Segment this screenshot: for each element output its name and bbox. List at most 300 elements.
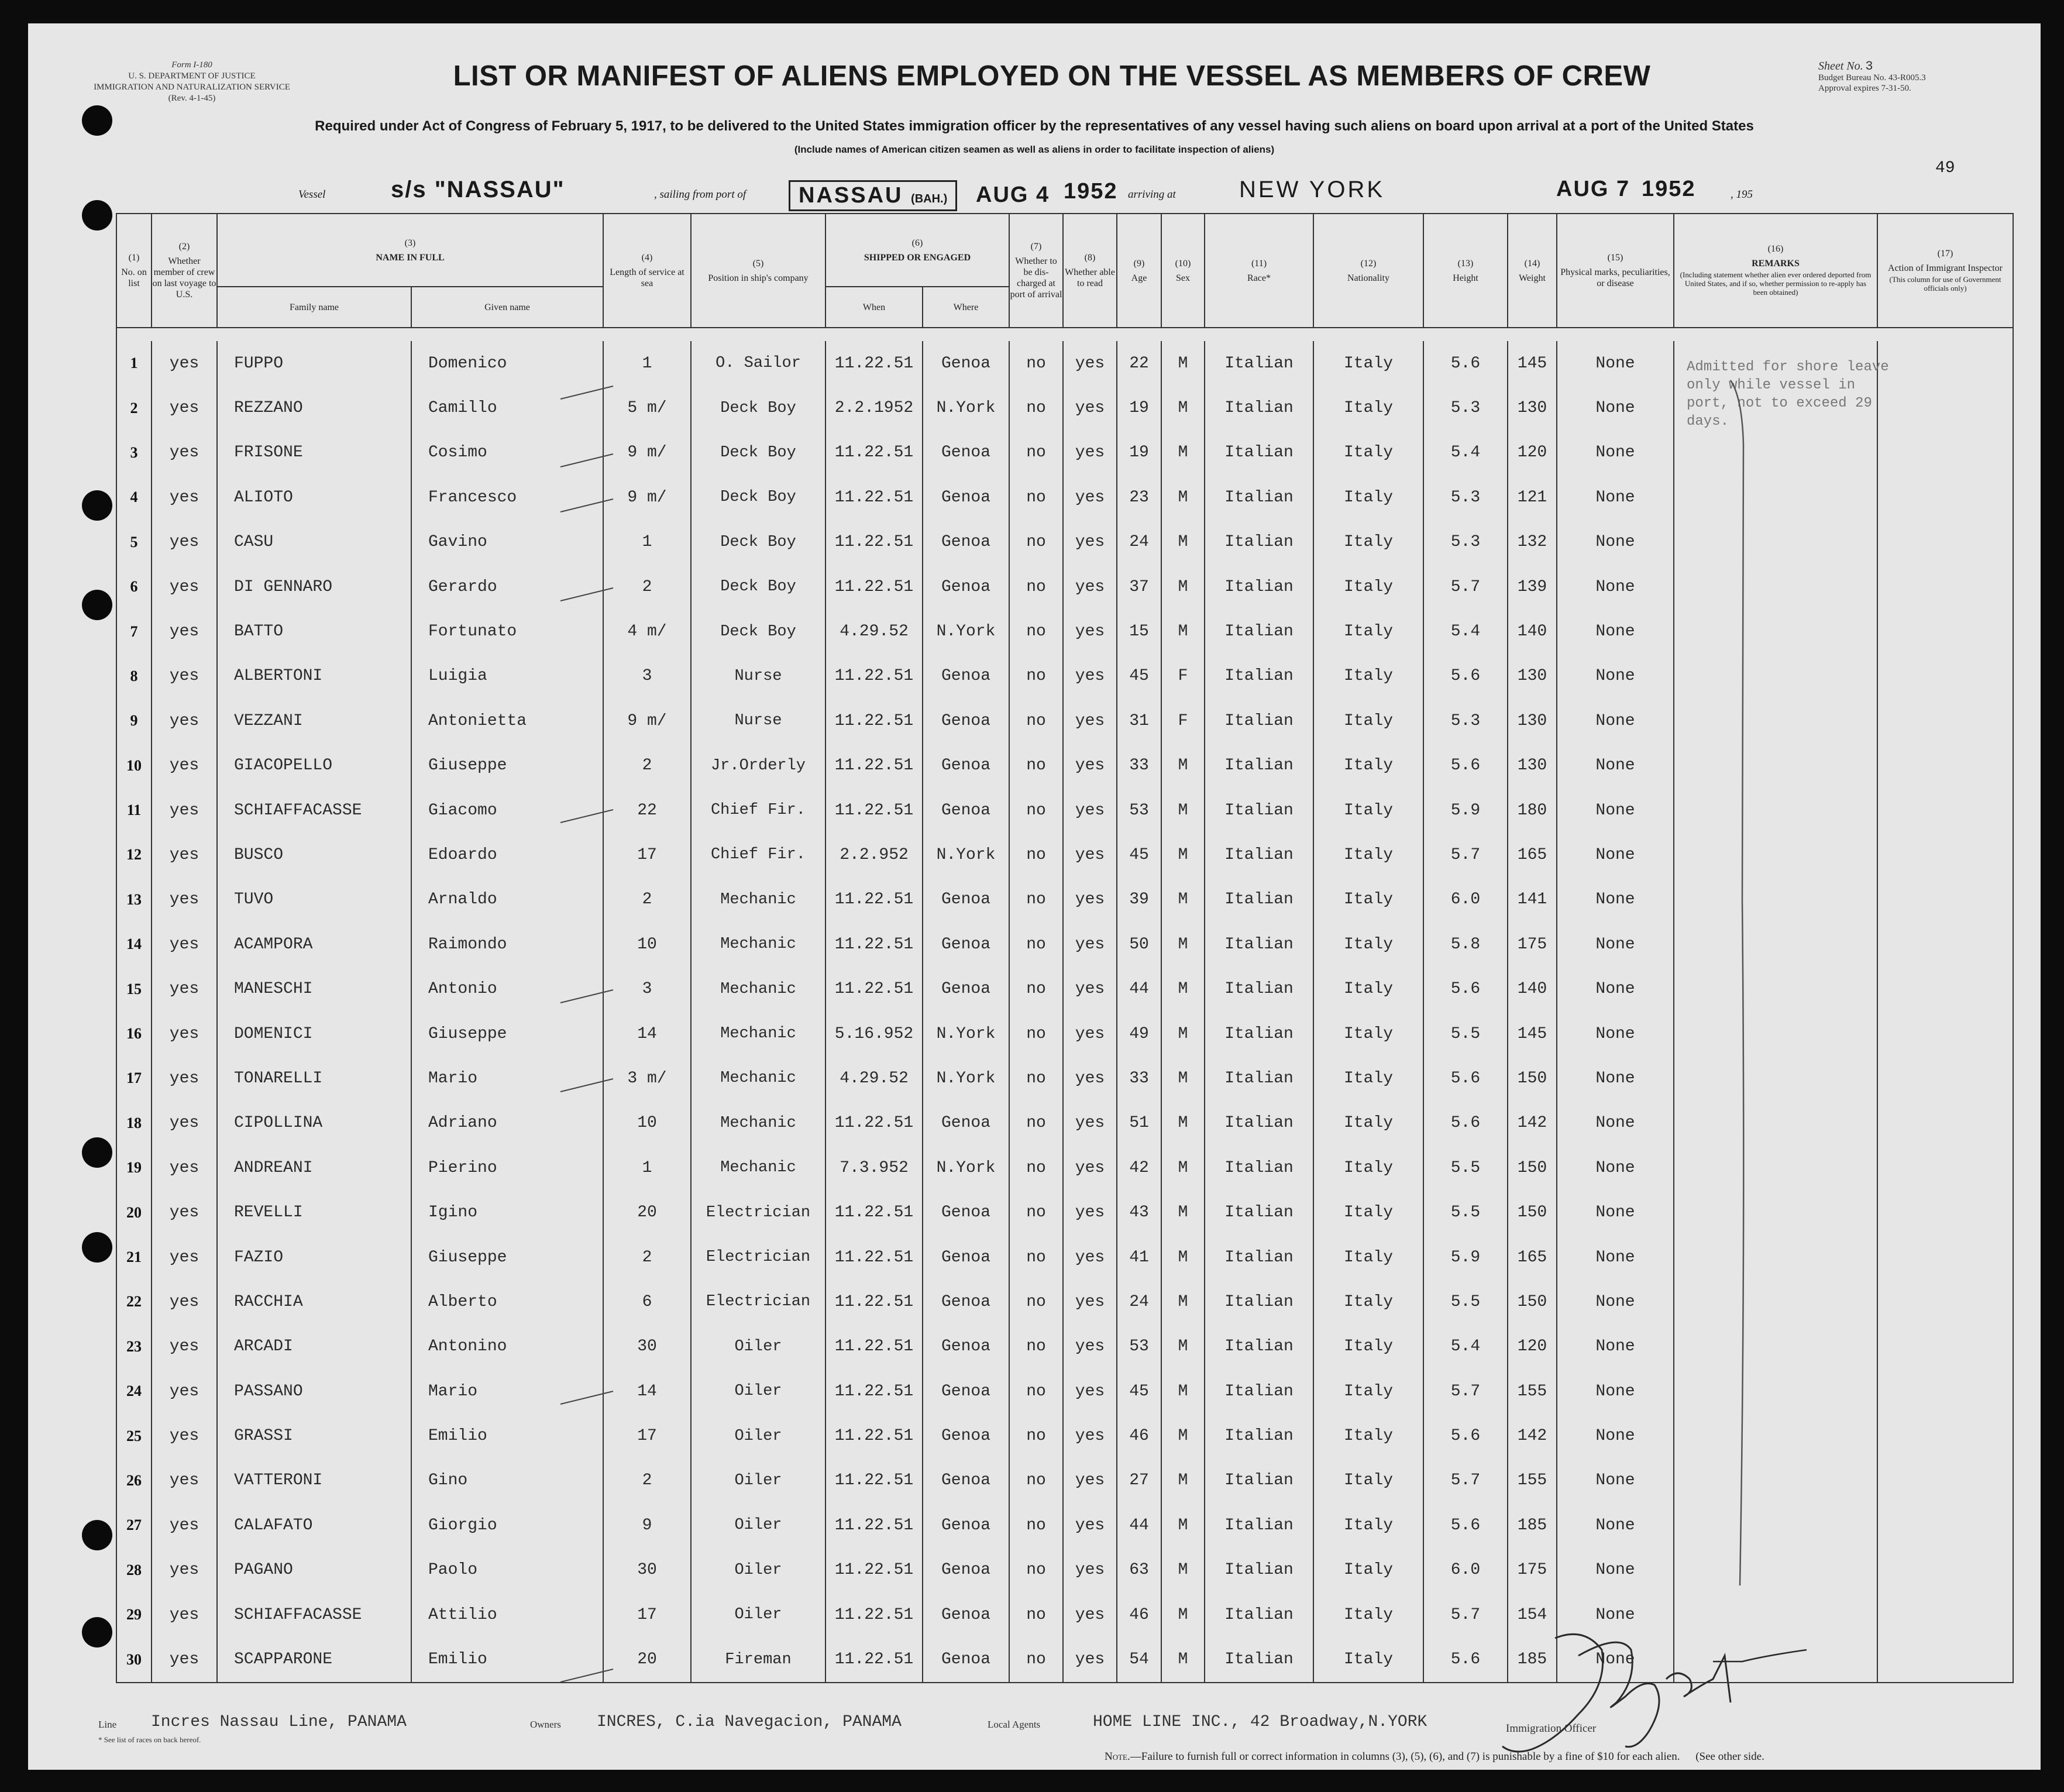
age: 31 — [1117, 699, 1161, 743]
height: 5.7 — [1423, 833, 1508, 877]
height: 5.7 — [1423, 1459, 1508, 1503]
col-header-service: (4) Length of service at sea — [603, 214, 691, 328]
given-name: Emilio — [411, 1637, 603, 1682]
family-name: PASSANO — [217, 1369, 411, 1413]
shipped-when: 11.22.51 — [825, 1459, 923, 1503]
physical-marks: None — [1557, 1369, 1674, 1413]
age: 41 — [1117, 1235, 1161, 1279]
height: 5.5 — [1423, 1012, 1508, 1056]
departure-date: AUG 4 — [976, 183, 1050, 207]
weight: 121 — [1508, 475, 1557, 520]
position: Mechanic — [691, 1101, 825, 1146]
shipped-when: 11.22.51 — [825, 966, 923, 1011]
shipped-where: Genoa — [923, 1279, 1009, 1324]
length-of-service: 17 — [603, 1592, 691, 1637]
race: Italian — [1205, 922, 1313, 966]
sex: M — [1161, 1235, 1205, 1279]
row-number: 29 — [116, 1592, 152, 1637]
age: 45 — [1117, 1369, 1161, 1413]
given-name: Gavino — [411, 520, 603, 565]
age: 22 — [1117, 341, 1161, 386]
shipped-where: Genoa — [923, 1592, 1009, 1637]
physical-marks: None — [1557, 609, 1674, 653]
given-name: Domenico — [411, 341, 603, 386]
able-to-read: yes — [1063, 1146, 1117, 1190]
line-value: Incres Nassau Line, PANAMA — [151, 1713, 407, 1731]
physical-marks: None — [1557, 654, 1674, 699]
race: Italian — [1205, 1056, 1313, 1100]
shipped-when: 11.22.51 — [825, 1548, 923, 1592]
inspector-action-cell — [1877, 475, 2013, 520]
height: 5.5 — [1423, 1146, 1508, 1190]
discharge: no — [1009, 1592, 1063, 1637]
sex: M — [1161, 565, 1205, 609]
discharge: no — [1009, 520, 1063, 565]
position: Electrician — [691, 1235, 825, 1279]
sex: M — [1161, 475, 1205, 520]
height: 5.9 — [1423, 788, 1508, 833]
height: 5.5 — [1423, 1190, 1508, 1234]
able-to-read: yes — [1063, 1459, 1117, 1503]
family-name: ACAMPORA — [217, 922, 411, 966]
position: Mechanic — [691, 878, 825, 922]
row-number: 20 — [116, 1190, 152, 1234]
given-name: Edoardo — [411, 833, 603, 877]
length-of-service: 3 — [603, 966, 691, 1011]
length-of-service: 3 m/ — [603, 1056, 691, 1100]
shipped-when: 11.22.51 — [825, 654, 923, 699]
race: Italian — [1205, 744, 1313, 788]
position: Mechanic — [691, 922, 825, 966]
shipped-when: 11.22.51 — [825, 341, 923, 386]
race: Italian — [1205, 1325, 1313, 1369]
shipped-where: N.York — [923, 609, 1009, 653]
row-number: 25 — [116, 1413, 152, 1458]
row-number: 27 — [116, 1503, 152, 1547]
sailing-label: , sailing from port of — [654, 188, 747, 201]
age: 46 — [1117, 1592, 1161, 1637]
shipped-where: N.York — [923, 1146, 1009, 1190]
handwritten-ticks — [555, 369, 648, 1714]
discharge: no — [1009, 1012, 1063, 1056]
weight: 155 — [1508, 1369, 1557, 1413]
given-name: Giuseppe — [411, 744, 603, 788]
shipped-when: 11.22.51 — [825, 878, 923, 922]
age: 44 — [1117, 966, 1161, 1011]
shipped-when: 11.22.51 — [825, 788, 923, 833]
previous-voyage: yes — [152, 1637, 217, 1682]
act-statement: Required under Act of Congress of February 5, 1917, to be delivered to the United States immigration officer by the representatives of any vessel having such aliens on board upon arrival at a port of the United States — [315, 118, 1754, 134]
weight: 155 — [1508, 1459, 1557, 1503]
family-name: TONARELLI — [217, 1056, 411, 1100]
age: 49 — [1117, 1012, 1161, 1056]
officer-label: Immigration Officer — [1506, 1722, 1597, 1735]
shipped-where: Genoa — [923, 1235, 1009, 1279]
physical-marks: None — [1557, 833, 1674, 877]
age: 15 — [1117, 609, 1161, 653]
physical-marks: None — [1557, 922, 1674, 966]
inspector-action-cell — [1877, 1235, 2013, 1279]
race: Italian — [1205, 1190, 1313, 1234]
race: Italian — [1205, 878, 1313, 922]
length-of-service: 20 — [603, 1190, 691, 1234]
discharge: no — [1009, 699, 1063, 743]
length-of-service: 14 — [603, 1012, 691, 1056]
sex: M — [1161, 922, 1205, 966]
shipped-when: 7.3.952 — [825, 1146, 923, 1190]
shipped-when: 11.22.51 — [825, 431, 923, 475]
row-number: 17 — [116, 1056, 152, 1100]
height: 5.6 — [1423, 1637, 1508, 1682]
physical-marks: None — [1557, 1503, 1674, 1547]
col-header-family-name: Family name — [217, 287, 411, 328]
shipped-when: 11.22.51 — [825, 1325, 923, 1369]
given-name: Pierino — [411, 1146, 603, 1190]
given-name: Paolo — [411, 1548, 603, 1592]
nationality: Italy — [1313, 1637, 1423, 1682]
sex: M — [1161, 1548, 1205, 1592]
row-number: 23 — [116, 1325, 152, 1369]
row-number: 3 — [116, 431, 152, 475]
shipped-where: Genoa — [923, 744, 1009, 788]
given-name: Mario — [411, 1056, 603, 1100]
family-name: REZZANO — [217, 386, 411, 430]
able-to-read: yes — [1063, 1056, 1117, 1100]
age: 63 — [1117, 1548, 1161, 1592]
shipped-where: Genoa — [923, 1459, 1009, 1503]
able-to-read: yes — [1063, 922, 1117, 966]
punch-hole — [82, 200, 112, 231]
sex: M — [1161, 744, 1205, 788]
able-to-read: yes — [1063, 1325, 1117, 1369]
family-name: REVELLI — [217, 1190, 411, 1234]
physical-marks: None — [1557, 341, 1674, 386]
shipped-where: Genoa — [923, 565, 1009, 609]
col-header-inspector-action: (17) Action of Immigrant Inspector (This column for use of Government officials only) — [1877, 214, 2013, 328]
height: 5.6 — [1423, 341, 1508, 386]
col-header-sex: (10) Sex — [1161, 214, 1205, 328]
previous-voyage: yes — [152, 1369, 217, 1413]
height: 5.4 — [1423, 1325, 1508, 1369]
shipped-when: 11.22.51 — [825, 475, 923, 520]
shipped-where: Genoa — [923, 1101, 1009, 1146]
able-to-read: yes — [1063, 386, 1117, 430]
nationality: Italy — [1313, 1012, 1423, 1056]
shipped-when: 5.16.952 — [825, 1012, 923, 1056]
able-to-read: yes — [1063, 833, 1117, 877]
col-header-weight: (14) Weight — [1508, 214, 1557, 328]
inspector-action-cell — [1877, 922, 2013, 966]
able-to-read: yes — [1063, 1369, 1117, 1413]
discharge: no — [1009, 1190, 1063, 1234]
physical-marks: None — [1557, 1146, 1674, 1190]
sex: M — [1161, 1101, 1205, 1146]
sex: M — [1161, 878, 1205, 922]
vessel-label: Vessel — [298, 188, 326, 201]
age: 19 — [1117, 431, 1161, 475]
sex: M — [1161, 520, 1205, 565]
weight: 150 — [1508, 1056, 1557, 1100]
discharge: no — [1009, 386, 1063, 430]
sex: M — [1161, 1592, 1205, 1637]
previous-voyage: yes — [152, 341, 217, 386]
race: Italian — [1205, 1012, 1313, 1056]
length-of-service: 10 — [603, 922, 691, 966]
races-note: * See list of races on back hereof. — [98, 1735, 201, 1744]
age: 24 — [1117, 1279, 1161, 1324]
length-of-service: 3 — [603, 654, 691, 699]
spacer-row — [116, 328, 2013, 341]
nationality: Italy — [1313, 1548, 1423, 1592]
race: Italian — [1205, 1548, 1313, 1592]
discharge: no — [1009, 966, 1063, 1011]
position: Electrician — [691, 1279, 825, 1324]
discharge: no — [1009, 609, 1063, 653]
physical-marks: None — [1557, 475, 1674, 520]
nationality: Italy — [1313, 833, 1423, 877]
height: 5.6 — [1423, 744, 1508, 788]
length-of-service: 30 — [603, 1325, 691, 1369]
given-name: Igino — [411, 1190, 603, 1234]
weight: 145 — [1508, 1012, 1557, 1056]
given-name: Gerardo — [411, 565, 603, 609]
departure-port: NASSAU — [799, 183, 903, 208]
length-of-service: 1 — [603, 520, 691, 565]
shipped-where: N.York — [923, 1012, 1009, 1056]
position: Deck Boy — [691, 565, 825, 609]
given-name: Giorgio — [411, 1503, 603, 1547]
col-header-discharge: (7) Whether to be dis-charged at port of arrival — [1009, 214, 1063, 328]
manifest-sheet — [28, 23, 2041, 1770]
nationality: Italy — [1313, 431, 1423, 475]
weight: 145 — [1508, 341, 1557, 386]
previous-voyage: yes — [152, 1056, 217, 1100]
race: Italian — [1205, 788, 1313, 833]
family-name: DOMENICI — [217, 1012, 411, 1056]
race: Italian — [1205, 1235, 1313, 1279]
shipped-when: 2.2.952 — [825, 833, 923, 877]
family-name: ALBERTONI — [217, 654, 411, 699]
position: Electrician — [691, 1190, 825, 1234]
departure-year: 1952 — [1064, 179, 1118, 204]
physical-marks: None — [1557, 1548, 1674, 1592]
physical-marks: None — [1557, 1325, 1674, 1369]
family-name: ANDREANI — [217, 1146, 411, 1190]
previous-voyage: yes — [152, 1503, 217, 1547]
family-name: MANESCHI — [217, 966, 411, 1011]
height: 5.7 — [1423, 1592, 1508, 1637]
able-to-read: yes — [1063, 565, 1117, 609]
able-to-read: yes — [1063, 788, 1117, 833]
discharge: no — [1009, 922, 1063, 966]
family-name: RACCHIA — [217, 1279, 411, 1324]
departure-port-stamp — [789, 180, 957, 211]
note-text: —Failure to furnish full or correct information in columns (3), (5), (6), and (7) is punishable by a fine of $10 for each alien. — [1130, 1750, 1680, 1763]
given-name: Luigia — [411, 654, 603, 699]
weight: 120 — [1508, 1325, 1557, 1369]
length-of-service: 4 m/ — [603, 609, 691, 653]
inspector-action-cell — [1877, 1146, 2013, 1190]
race: Italian — [1205, 1503, 1313, 1547]
col-header-height: (13) Height — [1423, 214, 1508, 328]
row-number: 2 — [116, 386, 152, 430]
able-to-read: yes — [1063, 1548, 1117, 1592]
previous-voyage: yes — [152, 431, 217, 475]
given-name: Adriano — [411, 1101, 603, 1146]
weight: 150 — [1508, 1279, 1557, 1324]
family-name: GIACOPELLO — [217, 744, 411, 788]
position: Chief Fir. — [691, 833, 825, 877]
inspector-action-cell — [1877, 699, 2013, 743]
age: 50 — [1117, 922, 1161, 966]
physical-marks: None — [1557, 744, 1674, 788]
nationality: Italy — [1313, 565, 1423, 609]
previous-voyage: yes — [152, 475, 217, 520]
row-number: 14 — [116, 922, 152, 966]
col-header-given-name: Given name — [411, 287, 603, 328]
shipped-when: 11.22.51 — [825, 744, 923, 788]
weight: 141 — [1508, 878, 1557, 922]
agents-label: Local Agents — [988, 1719, 1041, 1730]
nationality: Italy — [1313, 922, 1423, 966]
row-number: 30 — [116, 1637, 152, 1682]
position: Mechanic — [691, 1056, 825, 1100]
family-name: CIPOLLINA — [217, 1101, 411, 1146]
nationality: Italy — [1313, 966, 1423, 1011]
weight: 130 — [1508, 699, 1557, 743]
weight: 185 — [1508, 1637, 1557, 1682]
shipped-where: Genoa — [923, 1548, 1009, 1592]
weight: 154 — [1508, 1592, 1557, 1637]
weight: 150 — [1508, 1190, 1557, 1234]
nationality: Italy — [1313, 1235, 1423, 1279]
able-to-read: yes — [1063, 1279, 1117, 1324]
physical-marks: None — [1557, 878, 1674, 922]
given-name: Giacomo — [411, 788, 603, 833]
length-of-service: 2 — [603, 565, 691, 609]
shipped-when: 4.29.52 — [825, 609, 923, 653]
year-prefix: , 195 — [1731, 188, 1753, 201]
nationality: Italy — [1313, 1459, 1423, 1503]
discharge: no — [1009, 1056, 1063, 1100]
able-to-read: yes — [1063, 878, 1117, 922]
sex: F — [1161, 699, 1205, 743]
height: 5.5 — [1423, 1279, 1508, 1324]
length-of-service: 2 — [603, 878, 691, 922]
nationality: Italy — [1313, 475, 1423, 520]
previous-voyage: yes — [152, 1592, 217, 1637]
col-header-physical-marks: (15) Physical marks, peculiarities, or disease — [1557, 214, 1674, 328]
race: Italian — [1205, 520, 1313, 565]
inspector-action-cell — [1877, 1279, 2013, 1324]
height: 6.0 — [1423, 878, 1508, 922]
weight: 175 — [1508, 1548, 1557, 1592]
inspector-action-cell — [1877, 1190, 2013, 1234]
race: Italian — [1205, 966, 1313, 1011]
inspector-action-cell — [1877, 833, 2013, 877]
able-to-read: yes — [1063, 1235, 1117, 1279]
able-to-read: yes — [1063, 520, 1117, 565]
race: Italian — [1205, 609, 1313, 653]
length-of-service: 2 — [603, 1459, 691, 1503]
nationality: Italy — [1313, 1503, 1423, 1547]
family-name: VEZZANI — [217, 699, 411, 743]
sex: M — [1161, 1056, 1205, 1100]
include-note: (Include names of American citizen seamen as well as aliens in order to facilitate inspection of aliens) — [794, 144, 1275, 155]
race: Italian — [1205, 1101, 1313, 1146]
position: Deck Boy — [691, 431, 825, 475]
race: Italian — [1205, 833, 1313, 877]
inspector-action-cell — [1877, 609, 2013, 653]
position: Deck Boy — [691, 609, 825, 653]
punch-hole — [82, 1520, 112, 1550]
sex: F — [1161, 654, 1205, 699]
family-name: VATTERONI — [217, 1459, 411, 1503]
position: Mechanic — [691, 1146, 825, 1190]
physical-marks: None — [1557, 1637, 1674, 1682]
family-name: FUPPO — [217, 341, 411, 386]
height: 5.6 — [1423, 1503, 1508, 1547]
shipped-where: Genoa — [923, 475, 1009, 520]
row-number: 26 — [116, 1459, 152, 1503]
inspector-action-cell — [1877, 1459, 2013, 1503]
shipped-when: 11.22.51 — [825, 1413, 923, 1458]
position: O. Sailor — [691, 341, 825, 386]
sheet-number-block — [1818, 61, 2011, 94]
col-header-previous-voyage: (2) Whether member of crew on last voyage to U.S. — [152, 214, 217, 328]
fine-note — [1105, 1750, 1764, 1763]
col-header-when: When — [825, 287, 923, 328]
weight: 180 — [1508, 788, 1557, 833]
row-number: 13 — [116, 878, 152, 922]
previous-voyage: yes — [152, 1413, 217, 1458]
length-of-service: 9 m/ — [603, 699, 691, 743]
age: 19 — [1117, 386, 1161, 430]
shipped-when: 11.22.51 — [825, 1235, 923, 1279]
table-header — [116, 214, 2013, 328]
able-to-read: yes — [1063, 609, 1117, 653]
physical-marks: None — [1557, 1101, 1674, 1146]
race: Italian — [1205, 1637, 1313, 1682]
weight: 130 — [1508, 386, 1557, 430]
sex: M — [1161, 1146, 1205, 1190]
race: Italian — [1205, 1413, 1313, 1458]
previous-voyage: yes — [152, 1279, 217, 1324]
inspector-action-cell — [1877, 1413, 2013, 1458]
inspector-action-cell — [1877, 654, 2013, 699]
shipped-when: 11.22.51 — [825, 1279, 923, 1324]
discharge: no — [1009, 1101, 1063, 1146]
inspector-action-cell — [1877, 431, 2013, 475]
weight: 140 — [1508, 966, 1557, 1011]
discharge: no — [1009, 744, 1063, 788]
previous-voyage: yes — [152, 1012, 217, 1056]
shipped-when: 11.22.51 — [825, 1503, 923, 1547]
discharge: no — [1009, 788, 1063, 833]
family-name: BATTO — [217, 609, 411, 653]
age: 44 — [1117, 1503, 1161, 1547]
shipped-where: Genoa — [923, 1325, 1009, 1369]
sex: M — [1161, 1325, 1205, 1369]
length-of-service: 30 — [603, 1548, 691, 1592]
position: Chief Fir. — [691, 788, 825, 833]
sex: M — [1161, 1012, 1205, 1056]
previous-voyage: yes — [152, 1101, 217, 1146]
physical-marks: None — [1557, 699, 1674, 743]
able-to-read: yes — [1063, 1190, 1117, 1234]
position: Oiler — [691, 1548, 825, 1592]
row-number: 7 — [116, 609, 152, 653]
